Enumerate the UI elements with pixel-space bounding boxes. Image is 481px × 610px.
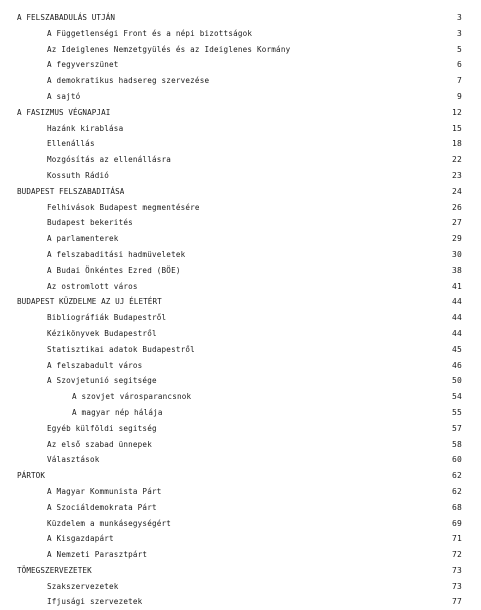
toc-entry-title: Küzdelem a munkásegységért [47, 518, 172, 528]
table-of-contents [17, 10, 462, 610]
toc-entry-title: Az ostromlott város [47, 281, 138, 291]
toc-page-number: 44 [451, 313, 462, 323]
toc-page-number: 58 [451, 439, 462, 449]
toc-entry [17, 136, 462, 152]
toc-page-number: 18 [451, 139, 462, 149]
toc-section-heading [17, 184, 462, 200]
toc-entry [17, 516, 462, 532]
toc-section-heading [17, 10, 462, 26]
toc-entry-title: A Kisgazdapárt [47, 534, 114, 544]
toc-page-number: 62 [451, 486, 462, 496]
toc-section-heading [17, 294, 462, 310]
toc-entry-title: A Függetlenségi Front és a népi bizottságok [47, 28, 253, 38]
toc-entry [17, 342, 462, 358]
toc-entry [17, 452, 462, 468]
toc-entry-title: Az Ideiglenes Nemzetgyülés és az Ideiglenes Kormány [47, 44, 291, 54]
toc-entry-title: TÖMEGSZERVEZETEK [17, 565, 92, 575]
toc-entry [17, 484, 462, 500]
toc-page-number: 45 [451, 344, 462, 354]
toc-entry [17, 373, 462, 389]
toc-entry-title: Szakszervezetek [47, 581, 119, 591]
toc-entry-title: PÁRTOK [17, 471, 46, 481]
toc-page-number: 46 [451, 360, 462, 370]
toc-section-heading [17, 105, 462, 121]
toc-entry [17, 405, 462, 421]
toc-entry-title: A parlamenterek [47, 234, 119, 244]
toc-page-number: 57 [451, 423, 462, 433]
toc-entry [17, 358, 462, 374]
toc-page-number: 68 [451, 502, 462, 512]
toc-entry [17, 231, 462, 247]
toc-page-number: 38 [451, 265, 462, 275]
toc-entry [17, 279, 462, 295]
toc-entry [17, 57, 462, 73]
toc-entry [17, 89, 462, 105]
toc-entry-title: Ellenállás [47, 139, 95, 149]
toc-entry [17, 579, 462, 595]
toc-page-number: 50 [451, 376, 462, 386]
toc-page-number: 71 [451, 534, 462, 544]
toc-entry-title: BUDAPEST FELSZABADITÁSA [17, 186, 125, 196]
toc-entry-title: A Szociáldemokrata Párt [47, 502, 157, 512]
toc-entry [17, 389, 462, 405]
toc-section-heading [17, 563, 462, 579]
toc-page-number: 54 [451, 392, 462, 402]
toc-entry-title: A felszabadult város [47, 360, 143, 370]
toc-entry-title: Ifjusági szervezetek [47, 597, 143, 607]
toc-entry-title: Bibliográfiák Budapestről [47, 313, 167, 323]
toc-entry-title: A magyar nép hálája [72, 407, 163, 417]
toc-entry-title: A Szovjetunió segitsége [47, 376, 157, 386]
toc-page-number: 24 [451, 186, 462, 196]
toc-entry [17, 310, 462, 326]
toc-entry [17, 247, 462, 263]
toc-entry [17, 500, 462, 516]
toc-entry [17, 594, 462, 610]
toc-entry [17, 200, 462, 216]
toc-entry [17, 42, 462, 58]
toc-page-number: 73 [451, 581, 462, 591]
toc-entry [17, 168, 462, 184]
toc-entry [17, 73, 462, 89]
toc-entry-title: Egyéb külföldi segitség [47, 423, 157, 433]
toc-page-number: 7 [456, 76, 462, 86]
toc-page-number: 41 [451, 281, 462, 291]
toc-entry [17, 263, 462, 279]
toc-page-number: 60 [451, 455, 462, 465]
toc-entry [17, 421, 462, 437]
toc-entry-title: Kézikönyvek Budapestről [47, 328, 157, 338]
toc-entry-title: Budapest bekerités [47, 218, 133, 228]
toc-page-number: 44 [451, 328, 462, 338]
toc-page-number: 29 [451, 234, 462, 244]
toc-page-number: 44 [451, 297, 462, 307]
toc-page-number: 3 [456, 28, 462, 38]
toc-entry-title: A szovjet városparancsnok [72, 392, 192, 402]
toc-section-heading [17, 468, 462, 484]
toc-page-number: 6 [456, 60, 462, 70]
toc-page-number: 3 [456, 13, 462, 22]
toc-entry-title: Kossuth Rádió [47, 170, 110, 180]
toc-page-number: 62 [451, 471, 462, 481]
toc-entry [17, 437, 462, 453]
toc-entry-title: Választások [47, 455, 100, 465]
toc-entry-title: A demokratikus hadsereg szervezése [47, 76, 210, 86]
toc-page-number: 55 [451, 407, 462, 417]
toc-entry [17, 152, 462, 168]
toc-entry [17, 26, 462, 42]
toc-page-number: 5 [456, 44, 462, 54]
toc-page-number: 26 [451, 202, 462, 212]
toc-page-number: 77 [451, 597, 462, 607]
toc-page-number: 12 [451, 107, 462, 117]
toc-page-number: 15 [451, 123, 462, 133]
toc-entry [17, 531, 462, 547]
toc-entry-title: A felszabaditási hadmüveletek [47, 249, 186, 259]
toc-page-number: 72 [451, 550, 462, 560]
toc-page-number: 22 [451, 155, 462, 165]
toc-entry-title: Mozgósítás az ellenállásra [47, 155, 172, 165]
toc-entry-title: A sajtó [47, 91, 81, 101]
toc-entry [17, 326, 462, 342]
toc-entry-title: A FASIZMUS VÉGNAPJAI [17, 107, 111, 117]
toc-page-number: 27 [451, 218, 462, 228]
toc-page-number: 9 [456, 91, 462, 101]
toc-entry [17, 547, 462, 563]
toc-entry-title: A FELSZABADULÁS UTJÁN [17, 13, 116, 22]
toc-page-number: 23 [451, 170, 462, 180]
toc-entry-title: A fegyverszünet [47, 60, 119, 70]
toc-entry-title: Az első szabad ünnepek [47, 439, 152, 449]
toc-entry-title: Statisztikai adatok Budapestről [47, 344, 195, 354]
toc-entry [17, 121, 462, 137]
toc-entry-title: A Magyar Kommunista Párt [47, 486, 162, 496]
toc-page-number: 73 [451, 565, 462, 575]
toc-page-number: 69 [451, 518, 462, 528]
toc-entry-title: A Nemzeti Parasztpárt [47, 550, 148, 560]
toc-entry-title: A Budai Önkéntes Ezred (BÖE) [47, 265, 181, 275]
toc-entry-title: BUDAPEST KÜZDELME AZ UJ ÉLETÉRT [17, 297, 162, 307]
toc-entry-title: Hazánk kirablása [47, 123, 124, 133]
toc-page-number: 30 [451, 249, 462, 259]
toc-entry-title: Felhivások Budapest megmentésére [47, 202, 200, 212]
toc-entry [17, 215, 462, 231]
